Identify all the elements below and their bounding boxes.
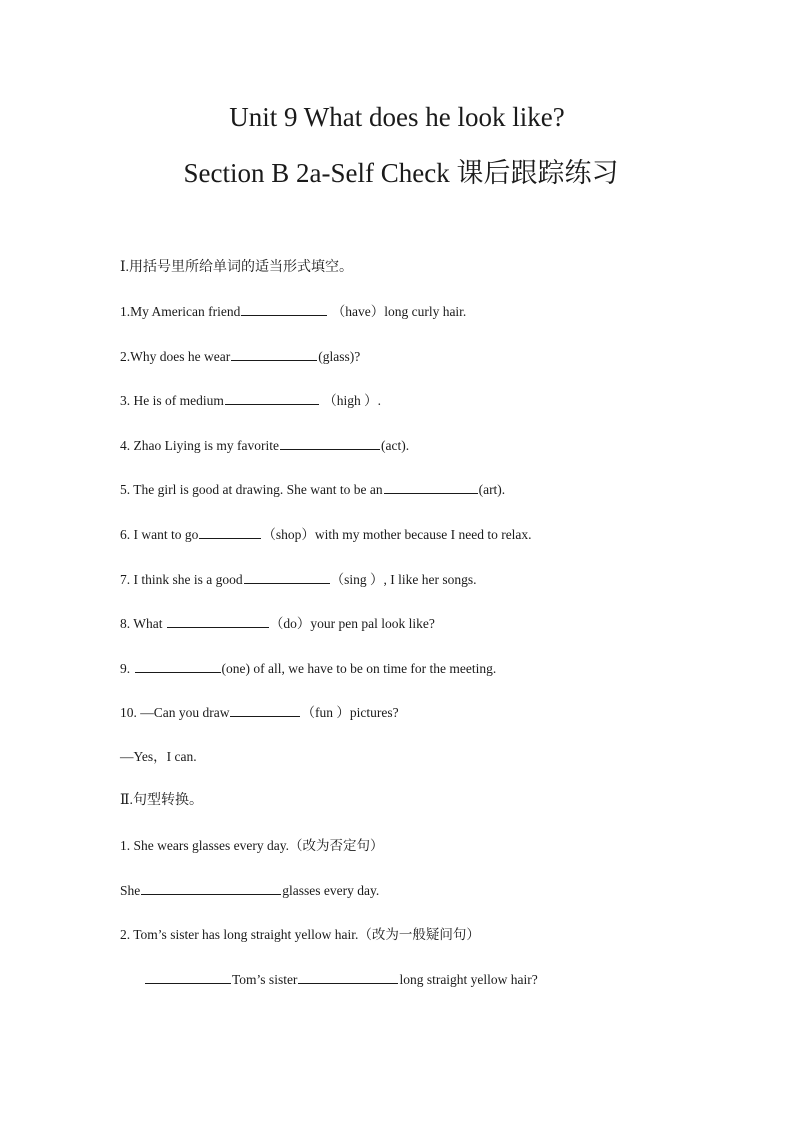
transform-question-1: 1. She wears glasses every day.（改为否定句） bbox=[120, 838, 384, 853]
exercise-item-4: 4. Zhao Liying is my favorite (act). bbox=[120, 438, 410, 453]
exercise-answer: —Yes，I can. bbox=[120, 749, 197, 764]
answer-blank[interactable] bbox=[244, 570, 330, 584]
exercise-item-8: 8. What （do）your pen pal look like? bbox=[120, 616, 435, 631]
answer-blank[interactable] bbox=[225, 391, 319, 405]
exercise-item-1: 1.My American friend （have）long curly hair. bbox=[120, 304, 467, 319]
section-2-heading: Ⅱ.句型转换。 bbox=[120, 793, 204, 808]
exercise-item-2: 2.Why does he wear (glass)? bbox=[120, 349, 361, 364]
transform-answer-1: She glasses every day. bbox=[120, 883, 380, 898]
transform-question-2: 2. Tom’s sister has long straight yellow hair.（改为一般疑问句） bbox=[120, 927, 480, 942]
section-1-heading: Ⅰ.用括号里所给单词的适当形式填空。 bbox=[120, 260, 354, 275]
page-subtitle: Section B 2a-Self Check 课后跟踪练习 bbox=[183, 158, 619, 188]
exercise-item-5: 5. The girl is good at drawing. She want to be an (art). bbox=[120, 482, 506, 497]
exercise-item-3: 3. He is of medium （high ）. bbox=[120, 393, 382, 408]
exercise-item-9: 9. (one) of all, we have to be on time for the meeting. bbox=[120, 661, 497, 676]
answer-blank[interactable] bbox=[199, 525, 261, 539]
answer-blank[interactable] bbox=[135, 659, 221, 673]
answer-blank[interactable] bbox=[167, 614, 269, 628]
exercise-item-10: 10. —Can you draw （fun ）pictures? bbox=[120, 705, 399, 720]
answer-blank[interactable] bbox=[230, 703, 300, 717]
answer-blank[interactable] bbox=[280, 436, 380, 450]
answer-blank[interactable] bbox=[241, 302, 327, 316]
answer-blank[interactable] bbox=[231, 347, 317, 361]
exercise-item-7: 7. I think she is a good （sing ）, I like her songs. bbox=[120, 572, 477, 587]
answer-blank[interactable] bbox=[145, 970, 231, 984]
exercise-item-6: 6. I want to go （shop）with my mother because I need to relax. bbox=[120, 527, 532, 542]
answer-blank[interactable] bbox=[141, 881, 281, 895]
answer-blank[interactable] bbox=[384, 480, 478, 494]
page-title: Unit 9 What does he look like? bbox=[229, 102, 565, 132]
transform-answer-2: Tom’s sister long straight yellow hair? bbox=[144, 970, 538, 989]
answer-blank[interactable] bbox=[298, 970, 398, 984]
